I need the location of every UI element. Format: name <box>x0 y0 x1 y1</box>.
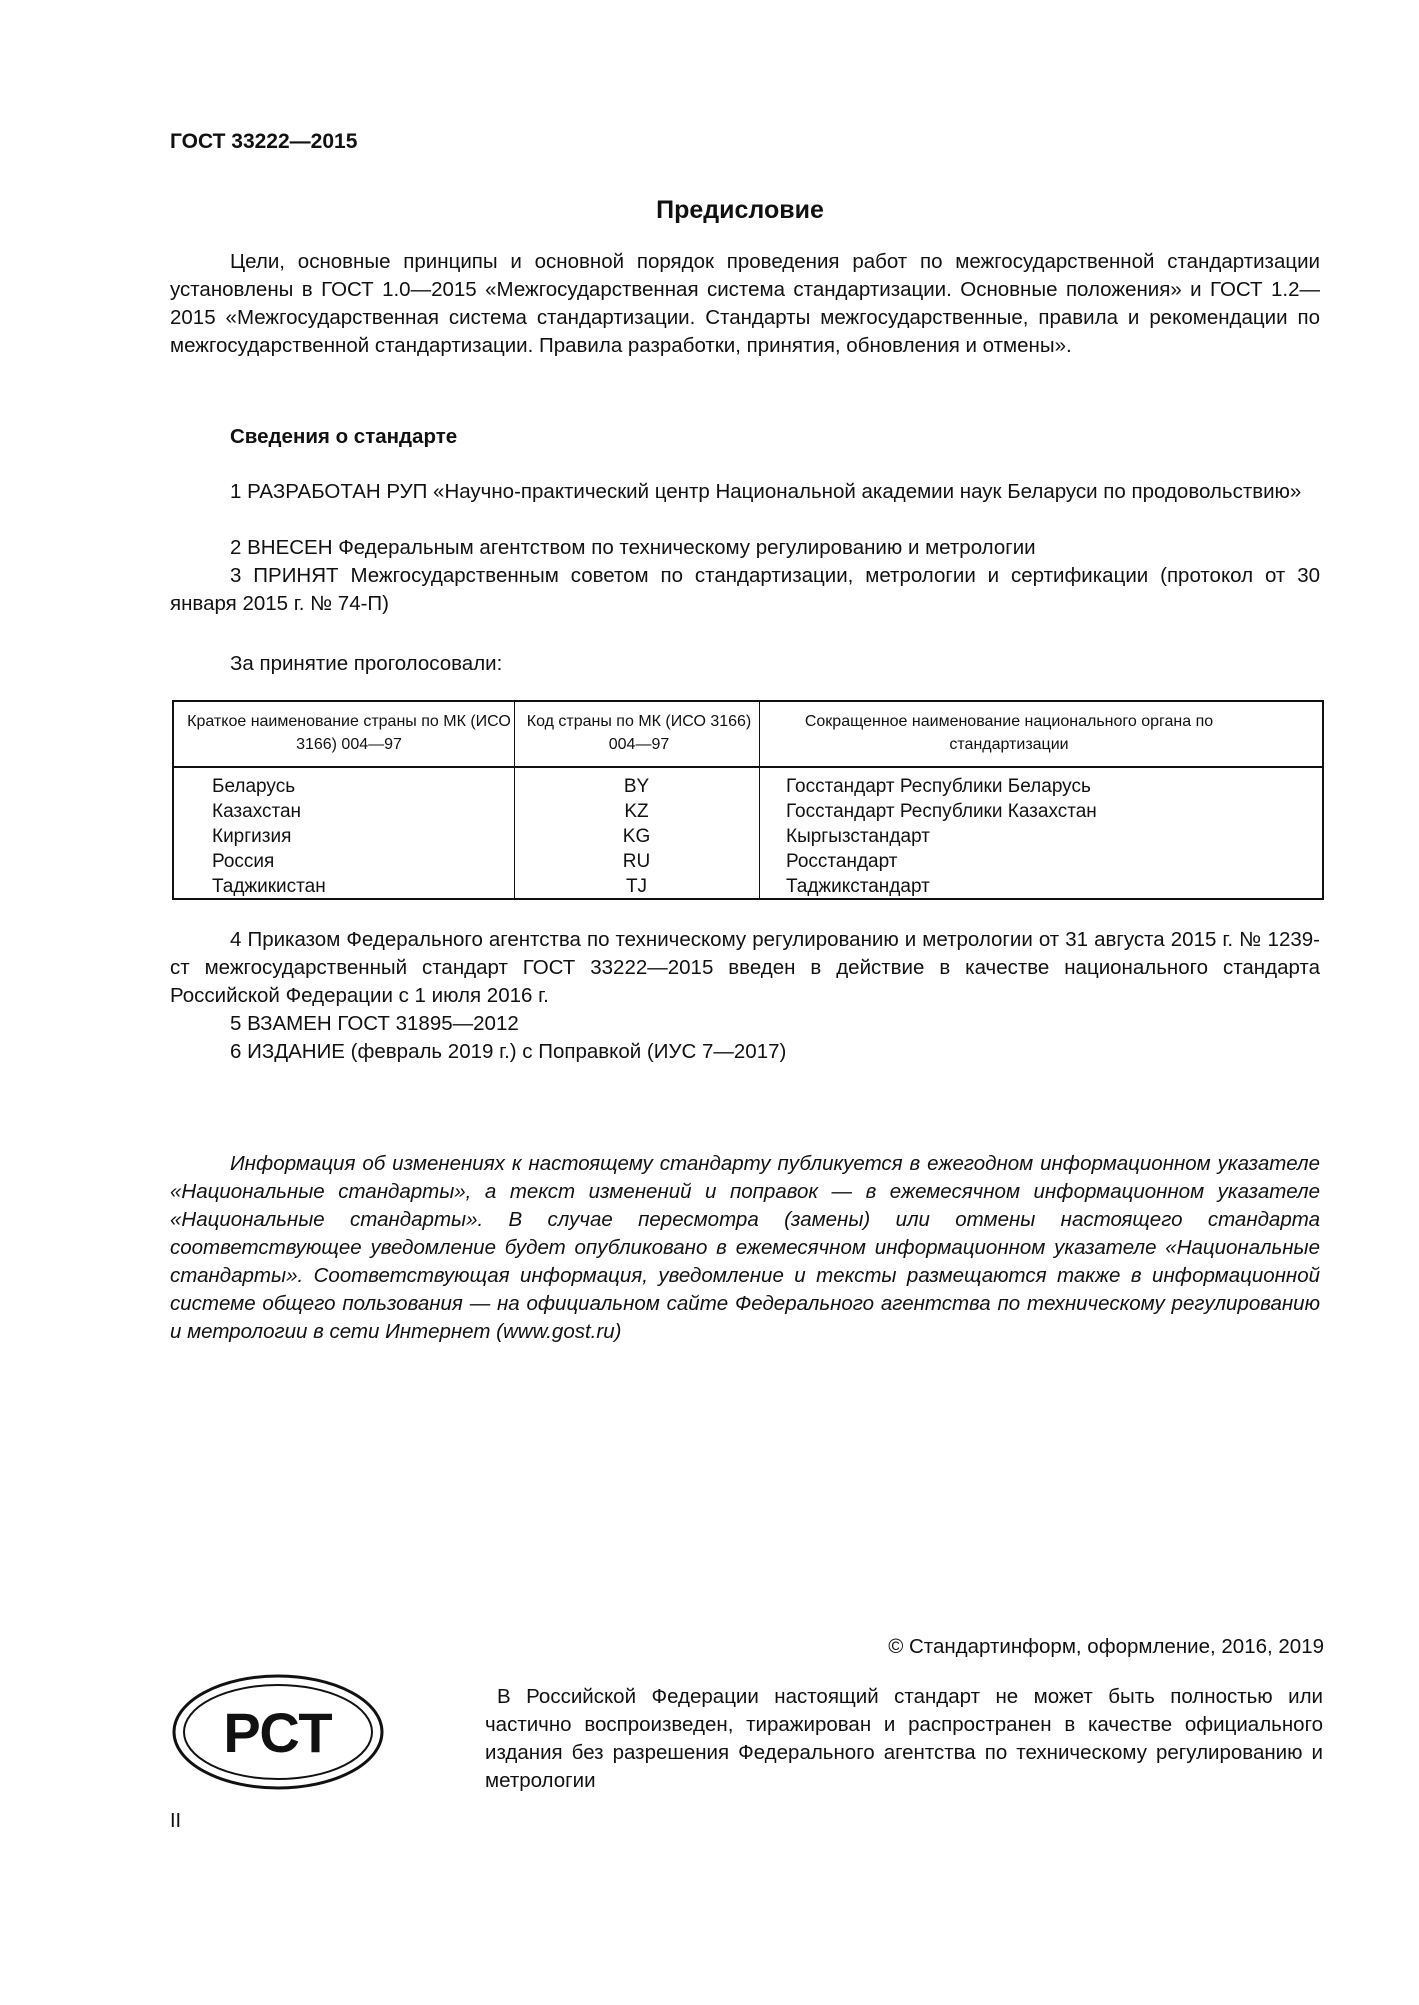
table-row-country: Таджикистан <box>212 876 326 897</box>
column-divider <box>759 702 760 898</box>
table-row-code: TJ <box>625 876 648 897</box>
logo-lettering: РСТ <box>223 1701 333 1764</box>
table-row-body: Таджикстандарт <box>786 876 930 897</box>
item-replaces: 5 ВЗАМЕН ГОСТ 31895—2012 <box>230 1012 519 1035</box>
table-row-body: Госстандарт Республики Беларусь <box>786 776 1091 797</box>
table-header <box>174 702 1322 768</box>
voted-label: За принятие проголосовали: <box>230 652 503 675</box>
table-row-country: Казахстан <box>212 801 302 822</box>
item-developed: 1 РАЗРАБОТАН РУП «Научно-практический центр Национальной академии наук Беларуси по продовольствию» <box>230 480 1302 503</box>
header-country-name: Краткое наименование страны по МК (ИСО 3166) 004—97 <box>187 713 511 753</box>
table-row-body: Росстандарт <box>786 851 898 872</box>
table-row-country: Россия <box>212 851 275 872</box>
table-row-code: KG <box>622 826 651 847</box>
table-row-country: Беларусь <box>212 776 296 797</box>
document-code: ГОСТ 33222—2015 <box>170 130 358 153</box>
copyright-line: © Стандартинформ, оформление, 2016, 2019 <box>888 1635 1324 1658</box>
item-adopted: 3 ПРИНЯТ Межгосударственным советом по стандартизации, метрологии и сертификации (протокол от 30 января 2015 г. № 74-П) <box>170 564 1320 615</box>
table-row-code: RU <box>622 851 651 872</box>
table-row-code: BY <box>623 776 650 797</box>
page-title: Предисловие <box>656 196 824 224</box>
table-row-body: Госстандарт Республики Казахстан <box>786 801 1097 822</box>
table-row-code: KZ <box>624 801 649 822</box>
header-standards-body: Сокращенное наименование национального органа по стандартизации <box>804 713 1214 753</box>
item-submitted: 2 ВНЕСЕН Федеральным агентством по техническому регулированию и метрологии <box>230 536 1036 559</box>
item-edition: 6 ИЗДАНИЕ (февраль 2019 г.) с Поправкой (ИУС 7—2017) <box>230 1040 787 1063</box>
voting-table <box>172 700 1324 900</box>
reproduction-notice: В Российской Федерации настоящий стандарт не может быть полностью или частично воспроизведен, тиражирован и распространен в качестве официального издания без разрешения Федерального агентства по техническому регулированию и метрологии <box>485 1685 1323 1792</box>
rst-logo-icon <box>170 1672 386 1792</box>
info-heading: Сведения о стандарте <box>230 425 458 448</box>
intro-paragraph: Цели, основные принципы и основной порядок проведения работ по межгосударственной стандартизации установлены в ГОСТ 1.0—2015 «Межгосударственная система стандартизации. Основные положения» и ГОСТ 1.2—2015 «Межгосударственная система стандартизации. Стандарты межгосударственные, правила и рекомендации по межгосударственной стандартизации. Правила разработки, принятия, обновления и отмены». <box>170 250 1320 357</box>
item-order: 4 Приказом Федерального агентства по техническому регулированию и метрологии от 31 августа 2015 г. № 1239-ст межгосударственный стандарт ГОСТ 33222—2015 введен в действие в качестве национального стандарта Российской Федерации с 1 июля 2016 г. <box>170 928 1320 1007</box>
header-country-code: Код страны по МК (ИСО 3166) 004—97 <box>526 713 752 753</box>
table-row-country: Киргизия <box>212 826 292 847</box>
table-row-body: Кыргызстандарт <box>786 826 930 847</box>
page-number: II <box>170 1810 182 1832</box>
changes-info-notice: Информация об изменениях к настоящему стандарту публикуется в ежегодном информационном указателе «Национальные стандарты», а текст изменений и поправок — в ежемесячном информационном указателе «Национальные стандарты». В случае пересмотра (замены) или отмены настоящего стандарта соответствующее уведомление будет опубликовано в ежемесячном информационном указателе «Национальные стандарты». Соответствующая информация, уведомление и тексты размещаются также в информационной системе общего пользования — на официальном сайте Федерального агентства по техническому регулированию и метрологии в сети Интернет (www.gost.ru) <box>170 1152 1320 1343</box>
